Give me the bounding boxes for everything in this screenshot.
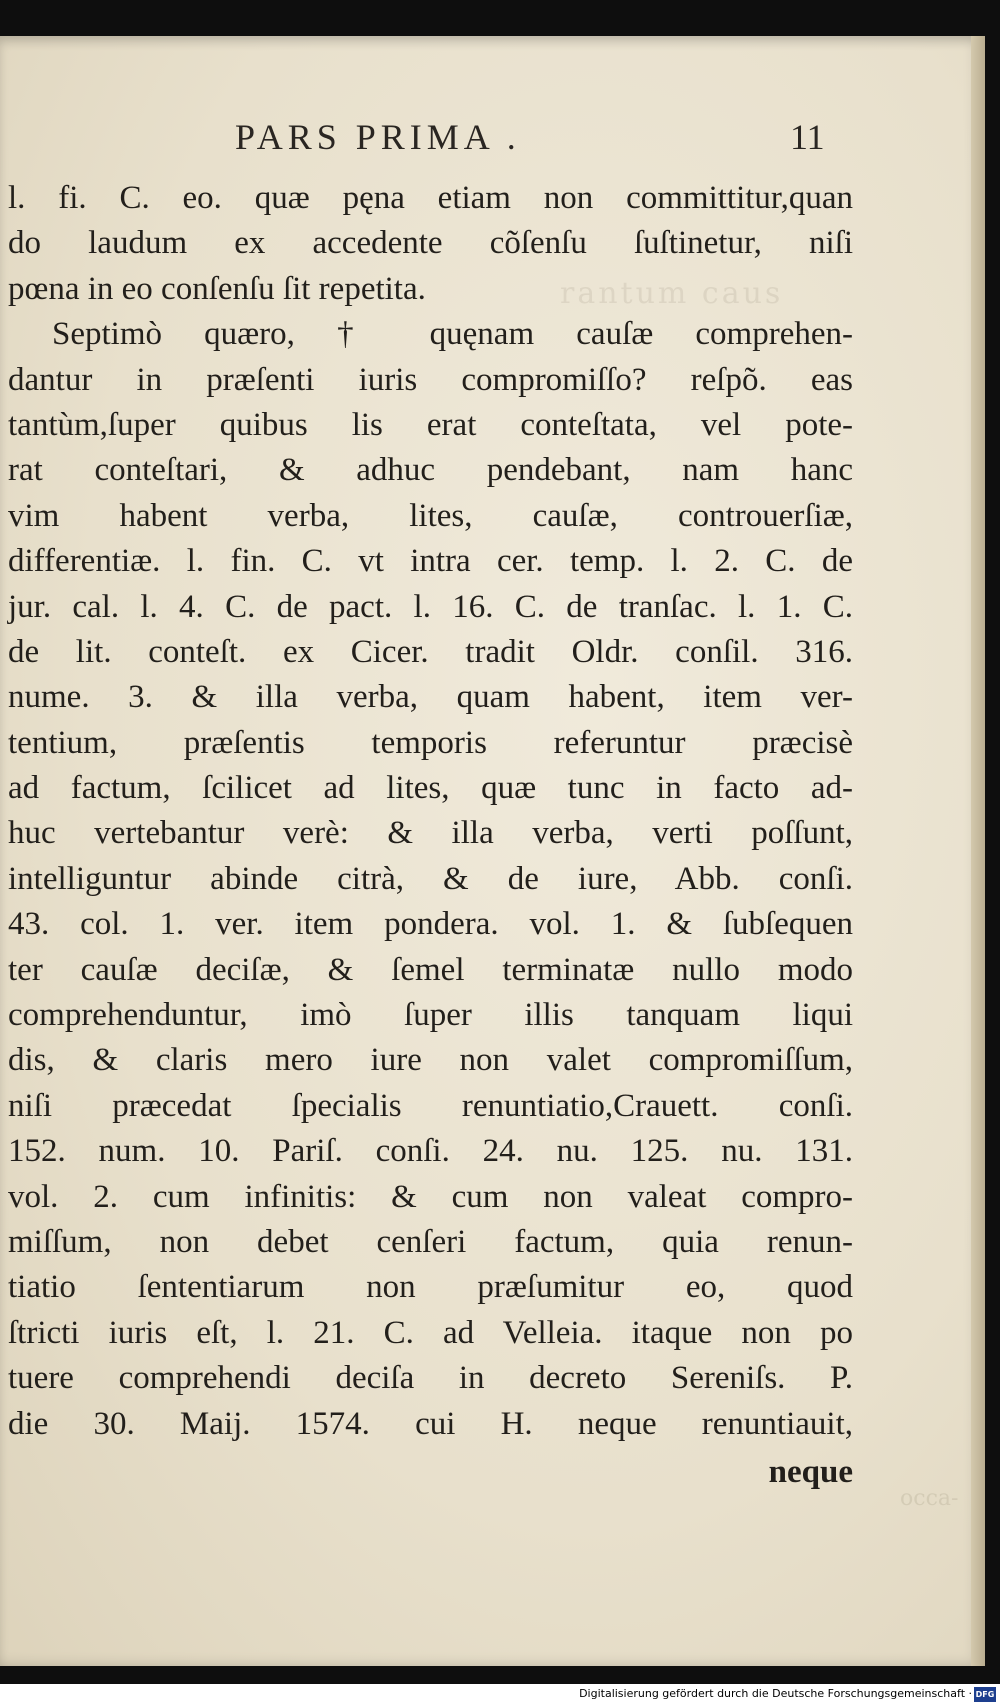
text-line: huc vertebantur verè: & illa verba, verti poſſunt, [8,815,853,852]
text-line: vim habent verba, lites, cauſæ, controuerſiæ, [8,497,853,534]
running-title: PARS PRIMA . [235,117,521,157]
funding-note: Digitalisierung gefördert durch die Deutsche Forschungsgemeinschaft · [579,1687,972,1700]
text-line: die 30. Maij. 1574. cui H. neque renuntiauit, [8,1405,853,1442]
text-line: dantur in præſenti iuris compromiſſo? reſpõ. eas [8,361,853,398]
text-line: pœna in eo conſenſu ſit repetita. [8,270,426,307]
text-line: ſtricti iuris eſt, l. 21. C. ad Velleia. itaque non po [8,1314,853,1351]
page-edge [971,36,985,1666]
text-line: rat conteſtari, & adhuc pendebant, nam hanc [8,452,853,489]
text-line: nume. 3. & illa verba, quam habent, item ver- [8,679,853,716]
text-line: dis, & claris mero iure non valet compromiſſum, [8,1042,853,1079]
text-line: l. fi. C. eo. quæ pęna etiam non committitur,quan [8,180,853,216]
text-line: tiatio ſententiarum non præſumitur eo, quod [8,1269,853,1306]
text-line: tuere comprehendi deciſa in decreto Sereniſs. P. [8,1360,853,1397]
book-page [0,36,985,1666]
dfg-logo[interactable]: DFG [974,1687,996,1702]
text-line: de lit. conteſt. ex Cicer. tradit Oldr. conſil. 316. [8,633,853,670]
bleed-through-text: rantum caus [560,276,784,311]
text-line: ter cauſæ deciſæ, & ſemel terminatæ nullo modo [8,951,853,988]
text-line: jur. cal. l. 4. C. de pact. l. 16. C. de tranſac. l. 1. C. [8,588,853,625]
text-line: niſi præcedat ſpecialis renuntiatio,Crauett. conſi. [8,1087,853,1124]
bleed-through-text-lower: occa- [900,1486,959,1511]
text-line: do laudum ex accedente cõſenſu ſuſtinetur, niſi [8,225,853,262]
catchword-row [8,1447,853,1497]
text-line: vol. 2. cum infinitis: & cum non valeat compro- [8,1178,853,1215]
page-number: 11 [790,117,825,157]
body-text [8,176,853,1497]
text-line: 152. num. 10. Pariſ. conſi. 24. nu. 125. nu. 131. [8,1133,853,1170]
text-line: tentium, præſentis temporis referuntur præcisè [8,724,853,761]
footer-bar [0,1684,1000,1706]
text-line: 43. col. 1. ver. item pondera. vol. 1. & ſubſequen [8,906,853,943]
page-header [0,116,985,166]
text-line: intelliguntur abinde citrà, & de iure, Abb. conſi. [8,860,853,897]
text-line: tantùm,ſuper quibus lis erat conteſtata, vel pote- [8,406,853,443]
text-line: Septimò quæro, † quęnam cauſæ comprehen- [52,316,853,353]
text-line: miſſum, non debet cenſeri factum, quia renun- [8,1223,853,1260]
text-line: differentiæ. l. fin. C. vt intra cer. temp. l. 2. C. de [8,543,853,580]
text-line: ad factum, ſcilicet ad lites, quæ tunc in facto ad- [8,770,853,807]
catchword: neque [768,1453,853,1490]
text-line: comprehenduntur, imò ſuper illis tanquam liqui [8,997,853,1034]
